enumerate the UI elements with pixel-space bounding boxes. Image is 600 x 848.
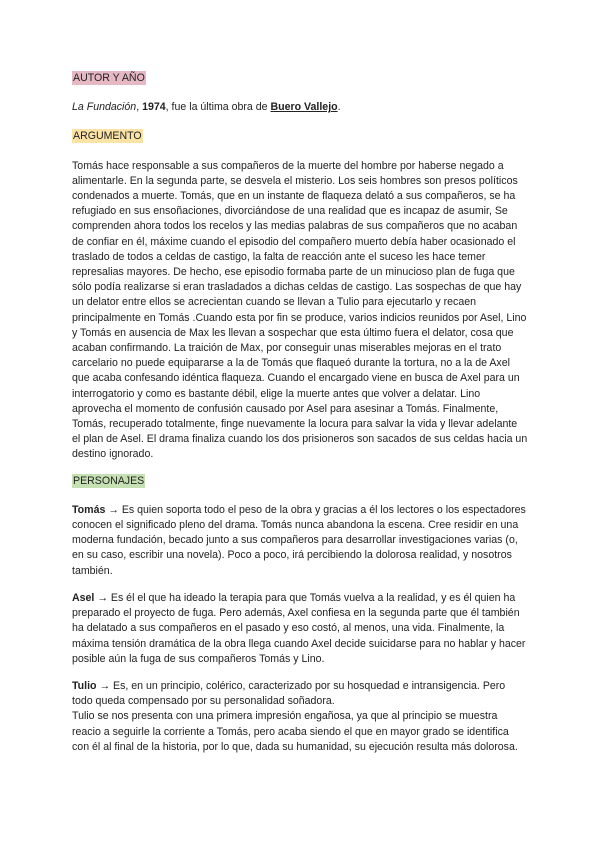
character-tomas xyxy=(72,503,528,579)
plot-heading-line xyxy=(72,129,528,144)
arrow: → xyxy=(96,679,113,692)
character-name: Tomás xyxy=(72,503,106,516)
character-description: Es quien soporta todo el peso de la obra y gracias a él los lectores o los espectadores conocen el significado pleno del drama. Tomás nunca abandona la escena. Cree residir en una moderna fundación, becado junto a sus compañeros para desarrollar investigaciones varias (o, en su caso, escribir una novela). Poco a poco, irá percibiendo la dolorosa realidad, y nosotros también. xyxy=(72,503,526,577)
work-year: 1974 xyxy=(142,101,166,114)
arrow: → xyxy=(105,503,122,516)
plot-heading: ARGUMENTO xyxy=(73,130,142,143)
author-line xyxy=(72,100,528,115)
author-line-middle: , fue la última obra de xyxy=(165,101,271,114)
arrow: → xyxy=(94,591,111,604)
work-title: La Fundación xyxy=(72,101,137,114)
characters-heading: PERSONAJES xyxy=(73,474,145,487)
author-heading-line xyxy=(72,71,528,86)
author-line-end: . xyxy=(337,101,341,114)
characters-heading-line xyxy=(72,474,528,489)
character-description: Es él el que ha ideado la terapia para que Tomás vuelva a la realidad, y es él quien ha preparado el proyecto de fuga. Pero además, Axel confiesa en la segunda parte que él también ha delatado a sus compañeros en el pasado y eso costó, al menos, una vida. Finalmente, la máxima tensión dramática de la obra llega cuando Axel decide suicidarse para no hablar y hacer posible aún la fuga de sus compañeros Tomás y Lino. xyxy=(72,591,526,665)
character-description: Es, en un principio, colérico, caracterizado por su hosquedad e intransigencia. Pero todo queda compensado por su personalidad soñadora. xyxy=(72,679,506,708)
author-heading: AUTOR Y AÑO xyxy=(73,72,145,84)
plot-paragraph: Tomás hace responsable a sus compañeros de la muerte del hombre por haberse negado a alimentarle. En la segunda parte, se desvela el misterio. Los seis hombres son presos políticos condenados a muerte. Tomás, que en un instante de flaqueza delató a sus compañeros, se ha refugiado en sus ensoñaciones, divorciándose de una realidad que es incapaz de asumir, Se comprenden ahora todos los recelos y las medias palabras de sus compañeros que no acaban de confiar en él, máxime cuando el episodio del compañero muerto debía haber ocasionado el traslado de todos a celdas de castigo, la falta de reacción ante el suceso les hace temer represalias mayores. De hecho, ese episodio formaba parte de un minucioso plan de fuga que sólo podía realizarse si eran trasladados a dichas celdas de castigo. Las sospechas de que hay un delator entre ellos se acrecientan cuando se llevan a Tulio para ejecutarlo y recaen principalmente en Tomás .Cuando esta por fin se produce, varios indicios reunidos por Asel, Lino y Tomás en ausencia de Max les llevan a sospechar que esta último fuera el delator, cosa que acaban confirmando. La traición de Max, por conseguir unas miserables mejoras en el trato carcelario no puede equipararse a la de Tomás que flaqueó durante la tortura, no a la de Axel que acaba confesando idéntica flaqueza. Cuando el encargado viene en busca de Axel para un interrogatorio y como es bastante débil, elige la muerte antes que volver a delatar. Lino aprovecha el momento de confusión causado por Asel para asesinar a Tomás. Finalmente, Tomás, recuperado totalmente, finge nuevamente la locura para salvar la vida y llevar adelante el plan de Asel. El drama finaliza cuando los dos prisioneros son sacados de sus celdas hacia un destino ignorado. xyxy=(72,159,528,461)
character-tulio-extra: Tulio se nos presenta con una primera impresión engañosa, ya que al principio se muestra reacio a seguirle la corriente a Tomás, pero acaba siendo el que en mayor grado se identifica con él al final de la historia, por lo que, dada su humanidad, su ejecución resulta más dolorosa. xyxy=(72,710,518,753)
author-name: Buero Vallejo xyxy=(270,101,338,114)
character-name: Tulio xyxy=(72,679,97,692)
author-line-sep: , xyxy=(136,101,143,114)
character-asel xyxy=(72,591,528,667)
character-tulio xyxy=(72,679,528,709)
character-name: Asel xyxy=(72,591,95,604)
